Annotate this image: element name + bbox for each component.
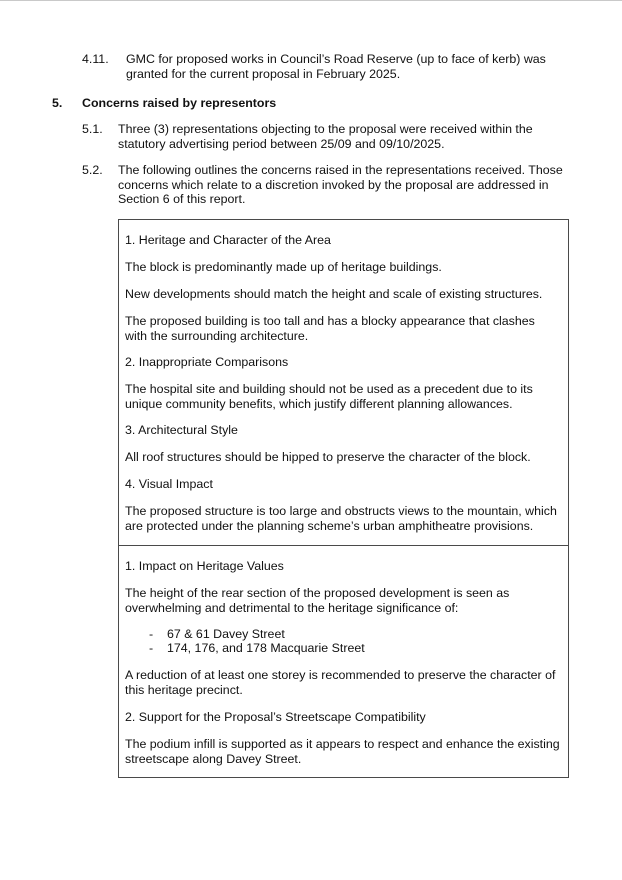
- text-line: GMC for proposed works in Council’s Road Reserve (up to face of kerb) was: [126, 52, 546, 66]
- box-paragraph: [125, 586, 561, 615]
- box-heading: 1. Heritage and Character of the Area: [125, 233, 331, 247]
- box-heading: 3. Architectural Style: [125, 423, 238, 437]
- box-paragraph: [125, 504, 561, 533]
- page-top-divider: [0, 0, 622, 1]
- item-number: 4.11.: [82, 52, 109, 66]
- text-line: are protected under the planning scheme’s urban amphitheatre provisions.: [125, 518, 534, 533]
- box-paragraph: [125, 314, 561, 343]
- text-line: statutory advertising period between 25/09 and 09/10/2025.: [118, 136, 445, 151]
- text-line: The hospital site and building should not be used as a precedent due to its: [125, 382, 533, 396]
- text-line: The podium infill is supported as it appears to respect and enhance the existing: [125, 737, 560, 751]
- box-heading: 2. Inappropriate Comparisons: [125, 355, 289, 369]
- item-number: 5.1.: [82, 122, 103, 136]
- box-paragraph: [125, 737, 561, 766]
- text-line: The proposed building is too tall and has a blocky appearance that clashes: [125, 314, 535, 328]
- box-paragraph: New developments should match the height and scale of existing structures.: [125, 287, 543, 301]
- section-heading: Concerns raised by representors: [82, 96, 277, 110]
- bullet-text: 67 & 61 Davey Street: [167, 627, 285, 641]
- box-paragraph: [125, 382, 561, 411]
- box-heading: 2. Support for the Proposal’s Streetscape Compatibility: [125, 710, 426, 724]
- representation-box-2: [118, 545, 569, 778]
- text-line: Three (3) representations objecting to the proposal were received within the: [118, 122, 533, 136]
- item-paragraph: [118, 122, 578, 151]
- text-line: this heritage precinct.: [125, 682, 243, 697]
- text-line: concerns which relate to a discretion invoked by the proposal are addressed in: [118, 177, 549, 192]
- section-number: 5.: [52, 96, 63, 110]
- item-number: 5.2.: [82, 163, 103, 177]
- bullet-text: 174, 176, and 178 Macquarie Street: [167, 641, 365, 655]
- text-line: Section 6 of this report.: [118, 192, 246, 207]
- item-paragraph: [126, 52, 566, 81]
- representation-box-1: [118, 219, 569, 546]
- text-line: unique community benefits, which justify different planning allowances.: [125, 396, 513, 411]
- text-line: The height of the rear section of the proposed development is seen as: [125, 586, 510, 600]
- box-paragraph: All roof structures should be hipped to preserve the character of the block.: [125, 450, 531, 464]
- text-line: overwhelming and detrimental to the heritage significance of:: [125, 600, 459, 615]
- item-paragraph: [118, 163, 588, 207]
- text-line: The proposed structure is too large and obstructs views to the mountain, which: [125, 504, 557, 518]
- text-line: with the surrounding architecture.: [125, 328, 309, 343]
- text-line: streetscape along Davey Street.: [125, 751, 302, 766]
- box-paragraph: The block is predominantly made up of heritage buildings.: [125, 260, 442, 274]
- bullet-dash: -: [149, 641, 154, 655]
- bullet-dash: -: [149, 627, 154, 641]
- box-heading: 1. Impact on Heritage Values: [125, 559, 284, 573]
- text-line: A reduction of at least one storey is recommended to preserve the character of: [125, 668, 556, 682]
- text-line: The following outlines the concerns raised in the representations received. Those: [118, 163, 563, 177]
- box-paragraph: [125, 668, 561, 697]
- box-heading: 4. Visual Impact: [125, 477, 213, 491]
- text-line: granted for the current proposal in February 2025.: [126, 66, 401, 81]
